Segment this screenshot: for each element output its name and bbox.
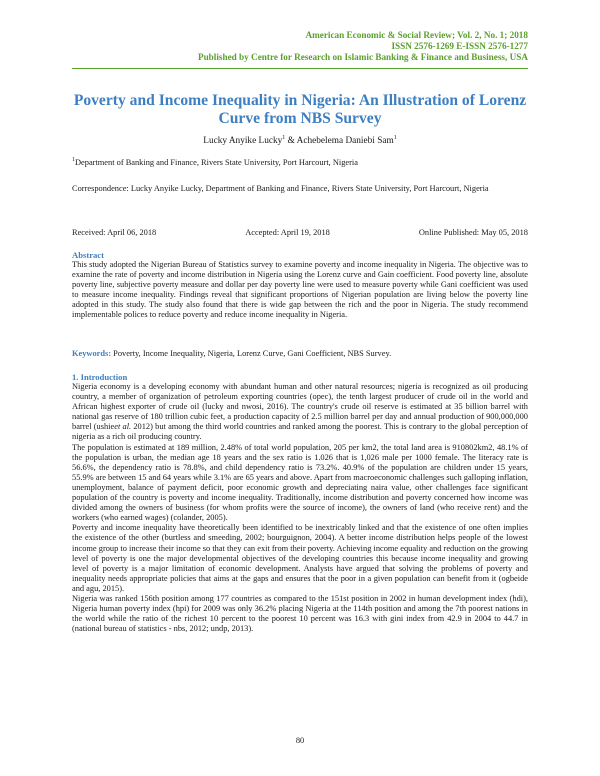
paragraph: The population is estimated at 189 million, 2.48% of total world population, 205 per km2, the total land area is 910802km2, 48.1% of the population is urban, the median age 18 years and the sex ratio is 1.026 that is 1,026 male per 1000 female. The literacy rate is 56.6%, the dependency ratio is 78.8%, and child dependency ratio is 73.2%. 40.9% of the population are children under 15 years, 55.9% are between 15 and 64 years while 3.1% are 65 years and above. Apart from macroeconomic challenges such galloping inflation, unemployment, balance of payment deficit, poor economic growth and depreciating naira value, other challenges face significant population of the country is poverty and income inequality. Traditionally, income distribution and poverty concerned how income was divided among the owners of business (for whom profits were the source of income), the owners of land (who receive rent) and the workers (who earned wages) (colander, 2005). bbox=[72, 442, 528, 523]
section-heading: 1. Introduction bbox=[72, 372, 128, 382]
affiliation-text: Department of Banking and Finance, Rivers State University, Port Harcourt, Nigeria bbox=[75, 158, 358, 167]
journal-issn: ISSN 2576-1269 E-ISSN 2576-1277 bbox=[391, 41, 528, 51]
paragraph-text: Nigeria economy is a developing economy with abundant human and other natural resources; nigeria is recognized as oil producing country, a member of organization of petroleum exporting countries (opec), the tenth largest producer of crude oil in the world and African highest exporter of crude oil (lucky and nwosi, 2016). The country's crude oil reserve is estimated at 35 billion barrel with national gas reserve of 180 trillion cubic feet, a production capacity of 2.5 million barrel per day and annual production of 900,000,000 barrel (ushie bbox=[72, 382, 528, 432]
author-separator: & bbox=[285, 136, 297, 146]
introduction-body bbox=[72, 382, 528, 634]
paragraph-text: 2012) but among the third world countries and ranked among the poorest. This is contrary to the global perception of nigeria as a rich oil producing country. bbox=[72, 422, 528, 442]
published-date: Online Published: May 05, 2018 bbox=[418, 228, 528, 237]
accepted-date: Accepted: April 19, 2018 bbox=[245, 228, 330, 237]
journal-publisher: Published by Centre for Research on Islamic Banking & Finance and Business, USA bbox=[197, 52, 528, 62]
author-line bbox=[72, 136, 528, 146]
paper-title: Poverty and Income Inequality in Nigeria: An Illustration of Lorenz Curve from NBS Survey bbox=[73, 92, 527, 127]
keywords-text: Poverty, Income Inequality, Nigeria, Lorenz Curve, Gani Coefficient, NBS Survey. bbox=[111, 349, 392, 358]
author-affiliation-mark: 1 bbox=[393, 134, 397, 141]
keywords-label: Keywords: bbox=[72, 349, 112, 358]
paragraph: Nigeria was ranked 156th position among 177 countries as compared to the 151st position in 2002 in human development index (hdi), Nigeria human poverty index (hpi) for 2009 was only 36.2% placing Nigeria at the 114th position and among the 7th poorest nations in the world while the ratio of the richest 10 percent to the poorest 10 percent was 16.3 with gini index from 42.9 in 2004 to 44.7 in (national bureau of statistics - nbs, 2012; undp, 2013). bbox=[72, 593, 528, 634]
paragraph: Poverty and income inequality have theoretically been identified to be inextricably linked and that the existence of one often implies the existence of the other (burtless and smeeding, 2002; bourguignon, 2004). A better income distribution helps people of the lowest income group to increase their income so that they can exit from their poverty. Achieving income equality and reduction on the growing level of poverty is one the major developmental objectives of the developing countries this because income inequality and growing level of poverty is a major limitation of economic development. Analysts have argued that solving the problems of poverty and inequality needs appropriate policies that aims at the gaps and ensures that the poor in a given population can benefit from it (ogbeide and agu, 2015). bbox=[72, 523, 528, 593]
journal-header bbox=[198, 30, 528, 63]
citation-etal: et al. bbox=[114, 422, 132, 432]
affiliation-mark: 1 bbox=[72, 157, 75, 164]
correspondence: Correspondence: Lucky Anyike Lucky, Department of Banking and Finance, Rivers State University, Port Harcourt, Nigeria bbox=[72, 184, 489, 193]
article-dates bbox=[72, 228, 528, 237]
author-name: Lucky Anyike Lucky bbox=[203, 136, 283, 146]
abstract-heading: Abstract bbox=[72, 250, 104, 260]
affiliation bbox=[72, 158, 528, 168]
abstract-text: This study adopted the Nigerian Bureau of Statistics survey to examine poverty and income inequality in Nigeria. The objective was to examine the rate of poverty and income distribution in Nigeria using the Lorenz curve and Gain coefficient. Food poverty line, absolute poverty line, subjective poverty measure and dollar per day poverty line were used to measure poverty while Gani coefficient was used to measure income inequality. Findings reveal that significant proportions of Nigerian population are living below the poverty line adopted in this study. The study also found that there is wide gap between the rich and the poor in Nigeria. The study recommend implementable polices to reduce poverty and reduce income inequality in Nigeria. bbox=[72, 260, 528, 320]
header-divider bbox=[72, 68, 528, 69]
received-date: Received: April 06, 2018 bbox=[72, 228, 157, 237]
page-number: 80 bbox=[295, 736, 305, 745]
paragraph bbox=[72, 382, 528, 443]
journal-citation: American Economic & Social Review; Vol. 2, No. 1; 2018 bbox=[305, 30, 528, 40]
author-name: Achebelema Daniebi Sam bbox=[296, 136, 394, 146]
keywords bbox=[72, 349, 528, 358]
author-affiliation-mark: 1 bbox=[282, 134, 286, 141]
